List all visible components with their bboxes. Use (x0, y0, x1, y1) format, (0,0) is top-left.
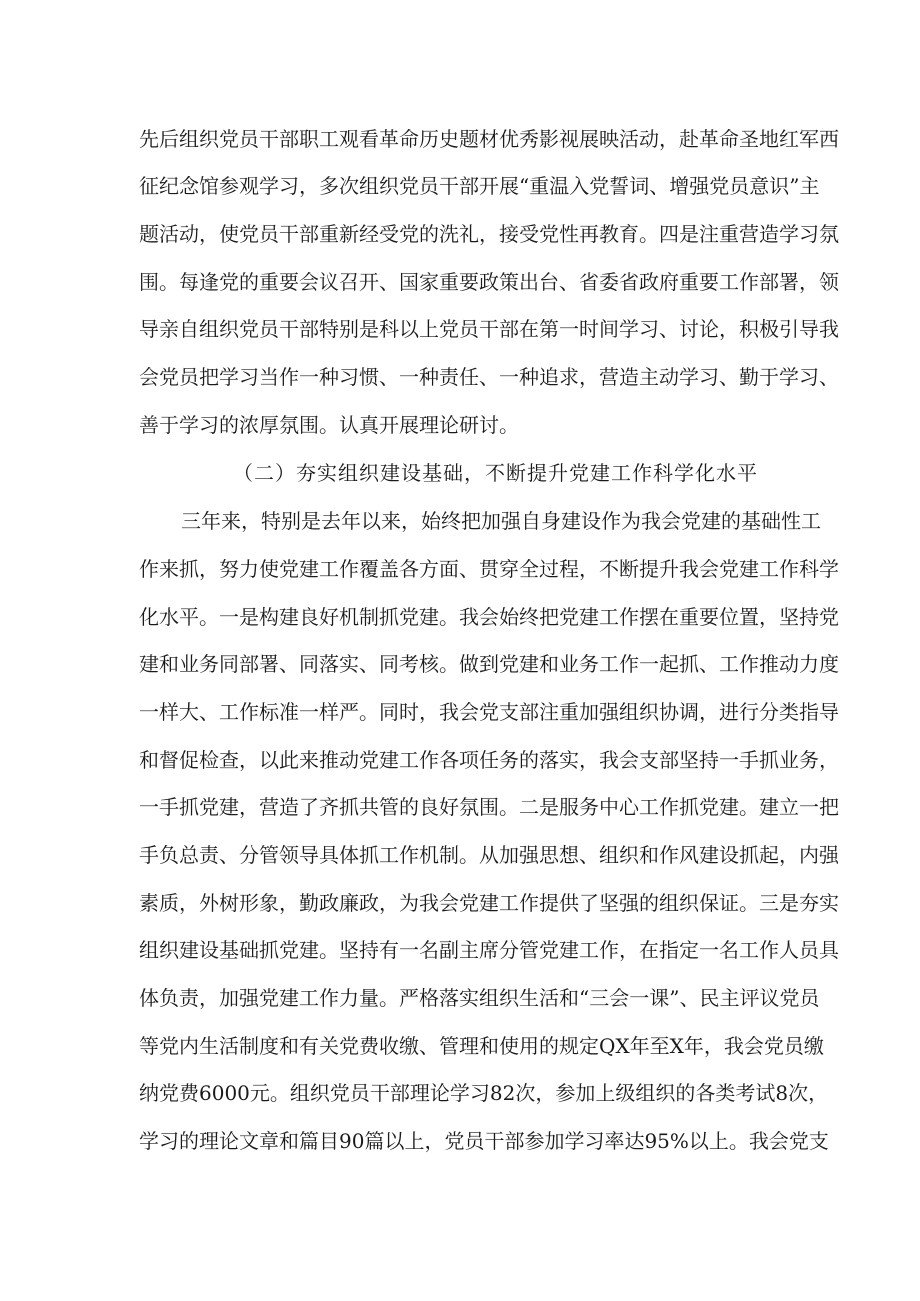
paragraph2-line-13: 纳党费6000元。组织党员干部理论学习82次，参加上级组织的各类考试8次， (139, 1081, 829, 1105)
paragraph1-line-1: 先后组织党员干部职工观看革命历史题材优秀影视展映活动，赴革命圣地红军西 (139, 127, 839, 151)
paragraph1-line-3: 题活动，使党员干部重新经受党的洗礼，接受党性再教育。四是注重营造学习氛 (139, 222, 839, 246)
paragraph2-line-14: 学习的理论文章和篇目90篇以上，党员干部参加学习率达95%以上。我会党支 (139, 1129, 829, 1153)
paragraph2-line-7: 一手抓党建，营造了齐抓共管的良好氛围。二是服务中心工作抓党建。建立一把 (139, 795, 839, 819)
section-heading: （二）夯实组织建设基础，不断提升党建工作科学化水平 (233, 461, 758, 485)
paragraph2-line-4: 建和业务同部署、同落实、同考核。做到党建和业务工作一起抓、工作推动力度 (139, 652, 839, 676)
paragraph2-line-5: 一样大、工作标准一样严。同时，我会党支部注重加强组织协调，进行分类指导 (139, 700, 839, 724)
paragraph2-line-2: 作来抓，努力使党建工作覆盖各方面、贯穿全过程，不断提升我会党建工作科学 (139, 557, 839, 581)
paragraph2-line-10: 组织建设基础抓党建。坚持有一名副主席分管党建工作，在指定一名工作人员具 (139, 938, 839, 962)
paragraph2-line-1: 三年来，特别是去年以来，始终把加强自身建设作为我会党建的基础性工 (181, 509, 821, 533)
paragraph1-line-6: 会党员把学习当作一种习惯、一种责任、一种追求，营造主动学习、勤于学习、 (139, 365, 839, 389)
paragraph2-line-8: 手负总责、分管领导具体抓工作机制。从加强思想、组织和作风建设抓起，内强 (139, 843, 839, 867)
paragraph1-line-5: 导亲自组织党员干部特别是科以上党员干部在第一时间学习、讨论，积极引导我 (139, 317, 839, 341)
paragraph2-line-12: 等党内生活制度和有关党费收缴、管理和使用的规定QX年至X年，我会党员缴 (139, 1034, 824, 1058)
paragraph1-line-2: 征纪念馆参观学习，多次组织党员干部开展“重温入党誓词、增强党员意识”主 (139, 174, 820, 198)
paragraph2-line-11: 体负责，加强党建工作力量。严格落实组织生活和“三会一课”、民主评议党员 (139, 986, 820, 1010)
paragraph2-line-6: 和督促检查，以此来推动党建工作各项任务的落实，我会支部坚持一手抓业务， (139, 748, 839, 772)
paragraph2-line-9: 素质，外树形象，勤政廉政，为我会党建工作提供了坚强的组织保证。三是夯实 (139, 891, 839, 915)
paragraph2-line-3: 化水平。一是构建良好机制抓党建。我会始终把党建工作摆在重要位置，坚持党 (139, 605, 839, 629)
paragraph1-line-4: 围。每逢党的重要会议召开、国家重要政策出台、省委省政府重要工作部署，领 (139, 270, 839, 294)
paragraph1-line-7: 善于学习的浓厚氛围。认真开展理论研讨。 (139, 413, 519, 437)
